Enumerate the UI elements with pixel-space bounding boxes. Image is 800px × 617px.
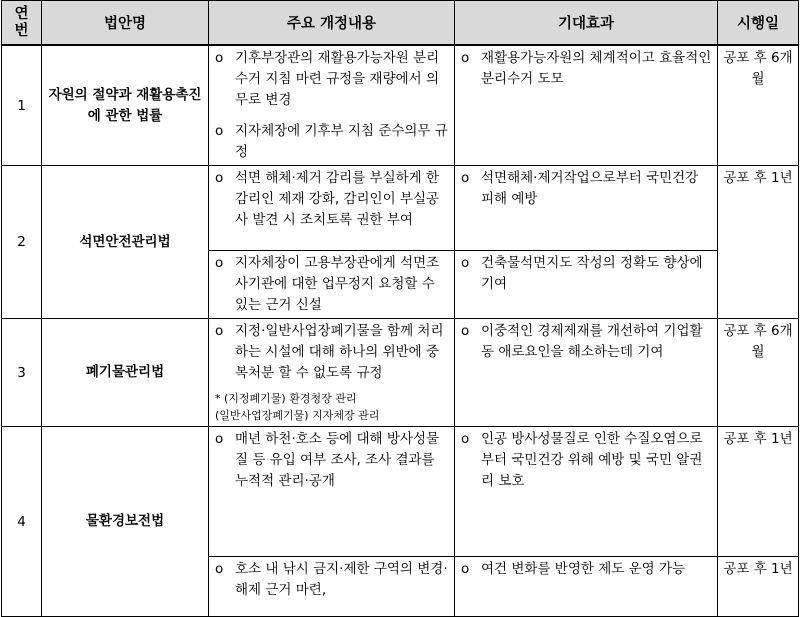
table-row xyxy=(2,166,799,251)
law-name: 석면안전관리법 xyxy=(42,166,209,319)
effect-item: o 건축물석면지도 작성의 정확도 향상에 기여 xyxy=(461,255,703,292)
content-item: o 호소 내 낚시 금지·제한 구역의 변경·해제 근거 마련, xyxy=(215,561,448,598)
bullet-icon: o xyxy=(215,431,224,447)
date-cell: 공포 후 1년 xyxy=(718,166,799,319)
effect-item: o 재활용가능자원의 체계적이고 효율적인 분리수거 도모 xyxy=(461,50,712,87)
content-cell xyxy=(209,319,455,427)
bullet-icon: o xyxy=(215,561,224,577)
bullet-icon: o xyxy=(461,50,470,66)
row-number: 1 xyxy=(2,45,42,166)
bullet-icon: o xyxy=(215,255,224,271)
header-row xyxy=(2,1,799,46)
date-cell: 공포 후 1년 xyxy=(718,427,799,557)
footnote: * (지정폐기물) 환경청장 관리 (일반사업장폐기물) 지자체장 관리 xyxy=(215,392,380,422)
content-cell xyxy=(209,427,455,557)
bullet-icon: o xyxy=(461,431,470,447)
bullet-icon: o xyxy=(215,323,224,339)
row-number: 4 xyxy=(2,427,42,617)
effect-cell xyxy=(455,557,718,617)
law-name: 물환경보전법 xyxy=(42,427,209,617)
header-num: 연번 xyxy=(2,1,42,46)
header-effect: 기대효과 xyxy=(455,1,718,46)
effect-cell xyxy=(455,251,718,319)
bullet-icon: o xyxy=(461,255,470,271)
bullet-icon: o xyxy=(215,123,224,139)
content-item: o 지자체장이 고용부장관에게 석면조사기관에 대한 업무정지 요청할 수 있는 근거 신설 xyxy=(215,255,440,313)
bullet-icon: o xyxy=(215,50,224,66)
effect-cell xyxy=(455,319,718,427)
table-row xyxy=(2,427,799,557)
row-number: 3 xyxy=(2,319,42,427)
date-cell: 공포 후 6개월 xyxy=(718,45,799,166)
date-cell: 공포 후 1년 xyxy=(718,557,799,617)
effect-cell xyxy=(455,427,718,557)
table-row xyxy=(2,319,799,427)
header-content: 주요 개정내용 xyxy=(209,1,455,46)
effect-cell xyxy=(455,166,718,251)
effect-item: o 여건 변화를 반영한 제도 운영 가능 xyxy=(459,559,713,580)
content-item: o 매년 하천·호소 등에 대해 방사성물질 등 유입 여부 조사, 조사 결과를 누적적 관리·공개 xyxy=(215,431,440,489)
content-item: o 지정·일반사업장폐기물을 함께 처리하는 시설에 대해 하나의 위반에 중복처분 할 수 없도록 규정 xyxy=(215,323,444,381)
content-cell xyxy=(209,45,455,166)
effect-item: o 이중적인 경제제재를 개선하여 기업활동 애로요인을 해소하는데 기여 xyxy=(461,323,703,360)
effect-item: o 석면해체·제거작업으로부터 국민건강 피해 예방 xyxy=(461,170,699,207)
effect-cell xyxy=(455,45,718,166)
content-cell xyxy=(209,557,455,617)
content-cell xyxy=(209,166,455,251)
header-date: 시행일 xyxy=(718,1,799,46)
table-row xyxy=(2,45,799,166)
content-item: o 지자체장에 기후부 지침 준수의무 규정 xyxy=(215,123,448,160)
bullet-icon: o xyxy=(215,170,224,186)
effect-item: o 인공 방사성물질로 인한 수질오염으로부터 국민건강 위해 예방 및 국민 알권리 보호 xyxy=(461,431,703,489)
header-law: 법안명 xyxy=(42,1,209,46)
content-cell xyxy=(209,251,455,319)
row-number: 2 xyxy=(2,166,42,319)
content-item: o 석면 해체·제거 감리를 부실하게 한 감리인 제재 강화, 감리인이 부실공사 발견 시 조치토록 권한 부여 xyxy=(215,170,440,228)
law-name: 자원의 절약과 재활용촉진에 관한 법률 xyxy=(42,45,209,166)
law-amendment-table xyxy=(1,0,799,617)
bullet-icon: o xyxy=(461,170,470,186)
content-item: o 기후부장관의 재활용가능자원 분리수거 지침 마련 규정을 재량에서 의무로 변경 xyxy=(215,50,440,108)
bullet-icon: o xyxy=(461,323,470,339)
bullet-icon: o xyxy=(461,561,470,577)
law-name: 폐기물관리법 xyxy=(42,319,209,427)
date-cell: 공포 후 6개월 xyxy=(718,319,799,427)
